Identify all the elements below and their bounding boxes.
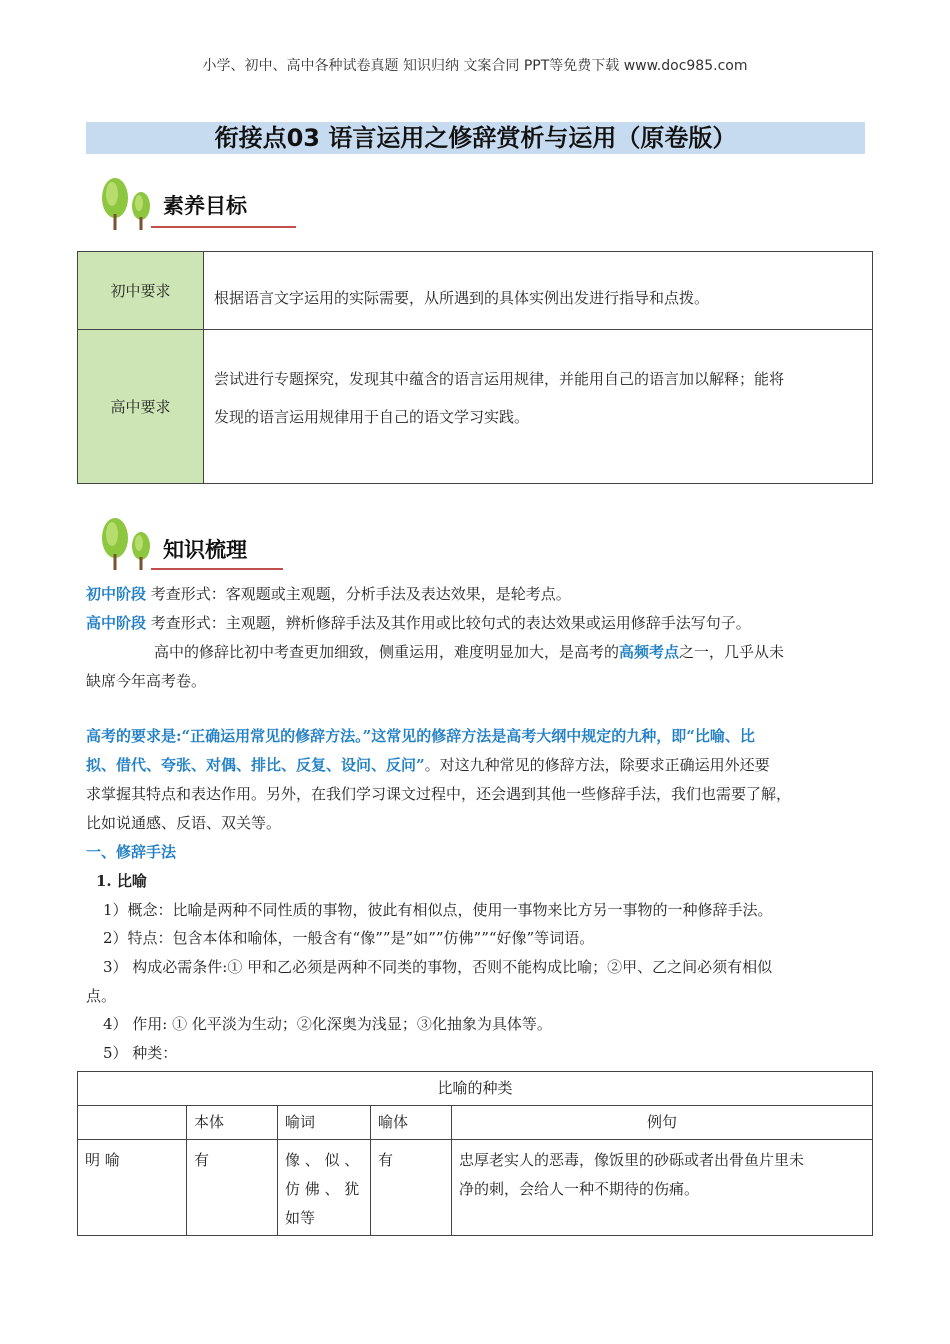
cell-word-line: 仿 佛 、 犹	[285, 1180, 360, 1198]
table-row	[78, 330, 873, 484]
item-concept: 1）概念：比喻是两种不同性质的事物，彼此有相似点，使用一事物来比方另一事物的一种修辞手法。	[103, 901, 773, 919]
simile-types-table	[77, 1071, 873, 1236]
req-label-junior: 初中要求	[78, 252, 204, 330]
cell-example	[452, 1140, 873, 1236]
header-cell: 喻词	[278, 1106, 371, 1140]
exam-req-line2-rest: 。对这九种常见的修辞方法，除要求正确运用外还要	[424, 756, 770, 774]
item-condition-cont: 点。	[86, 987, 117, 1005]
exam-req-line3: 求掌握其特点和表达作用。另外，在我们学习课文过程中，还会遇到其他一些修辞手法，我们也需要了解，	[86, 785, 792, 803]
cell-tenor: 有	[187, 1140, 278, 1236]
req-text-junior: 根据语言文字运用的实际需要，从所遇到的具体实例出发进行指导和点拨。	[204, 252, 873, 330]
table-row	[78, 1106, 873, 1140]
highlight-term: 高频考点	[619, 643, 680, 661]
exam-req-line4: 比如说通感、反语、双关等。	[86, 814, 282, 832]
tree-icon	[95, 176, 159, 232]
cell-example-line: 净的刺，会给人一种不期待的伤痛。	[459, 1180, 700, 1198]
req-text-senior-line1: 尝试进行专题探究，发现其中蕴含的语言运用规律，并能用自己的语言加以解释；能将	[214, 370, 785, 388]
section-head-knowledge	[95, 512, 325, 576]
exam-req-line2	[86, 751, 770, 780]
paragraph-1	[154, 638, 784, 667]
senior-stage-text: 考查形式：主观题，辨析修辞手法及其作用或比较句式的表达效果或运用修辞手法写句子。	[146, 614, 751, 632]
section-underline	[151, 226, 296, 228]
exam-req-line1: 高考的要求是:“正确运用常见的修辞方法。”这常见的修辞方法是高考大纲中规定的九种，即“比喻、比	[86, 727, 755, 745]
header-cell: 例句	[452, 1106, 873, 1140]
header-cell: 本体	[187, 1106, 278, 1140]
cell-word-line: 如等	[285, 1209, 316, 1227]
table-row	[78, 1072, 873, 1106]
table-row	[78, 252, 873, 330]
item-feature: 2）特点：包含本体和喻体，一般含有“像””是”如””仿佛””“好像”等词语。	[103, 929, 595, 947]
section-head-goals	[95, 172, 325, 236]
table-row	[78, 1140, 873, 1236]
item-types: 5） 种类：	[103, 1044, 178, 1062]
cell-type: 明 喻	[78, 1140, 187, 1236]
paragraph-1-a: 高中的修辞比初中考查更加细致，侧重运用，难度明显加大，是高考的	[154, 643, 620, 661]
req-label-senior: 高中要求	[78, 330, 204, 484]
section-underline	[151, 568, 283, 570]
cell-word-line: 像 、 似 、	[285, 1151, 360, 1169]
cell-example-line: 忠厚老实人的恶毒，像饭里的砂砾或者出骨鱼片里未	[459, 1151, 805, 1169]
cell-vehicle: 有	[371, 1140, 452, 1236]
requirements-table	[77, 251, 873, 484]
junior-stage-tag: 初中阶段	[86, 585, 147, 603]
header-cell: 喻体	[371, 1106, 452, 1140]
senior-stage-tag: 高中阶段	[86, 614, 147, 632]
junior-stage-text: 考查形式：客观题或主观题，分析手法及表达效果，是轮考点。	[146, 585, 571, 603]
exam-req-list: 拟、借代、夸张、对偶、排比、反复、设问、反问”	[86, 756, 425, 774]
junior-stage-line	[86, 580, 571, 609]
item-condition: 3） 构成必需条件:① 甲和乙必须是两种不同类的事物，否则不能构成比喻；②甲、乙之间必须有相似	[103, 958, 773, 976]
heading-rhetoric: 一、修辞手法	[86, 843, 177, 861]
table-caption: 比喻的种类	[78, 1072, 873, 1106]
site-header: 小学、初中、高中各种试卷真题 知识归纳 文案合同 PPT等免费下载 www.doc985.com	[202, 58, 748, 74]
header-cell	[78, 1106, 187, 1140]
senior-stage-line	[86, 609, 751, 638]
paragraph-1-cont: 缺席今年高考卷。	[86, 672, 207, 690]
tree-icon	[95, 516, 159, 572]
cell-word	[278, 1140, 371, 1236]
section-label-knowledge: 知识梳理	[163, 538, 247, 562]
paragraph-1-b: 之一，几乎从未	[679, 643, 785, 661]
section-label-goals: 素养目标	[163, 194, 247, 218]
page-title: 衔接点03 语言运用之修辞赏析与运用（原卷版）	[214, 124, 737, 152]
subheading-simile: 1. 比喻	[96, 872, 147, 890]
req-text-senior-line2: 发现的语言运用规律用于自己的语文学习实践。	[214, 408, 530, 426]
req-text-senior	[204, 330, 873, 484]
item-function: 4） 作用: ① 化平淡为生动；②化深奥为浅显；③化抽象为具体等。	[103, 1015, 552, 1033]
